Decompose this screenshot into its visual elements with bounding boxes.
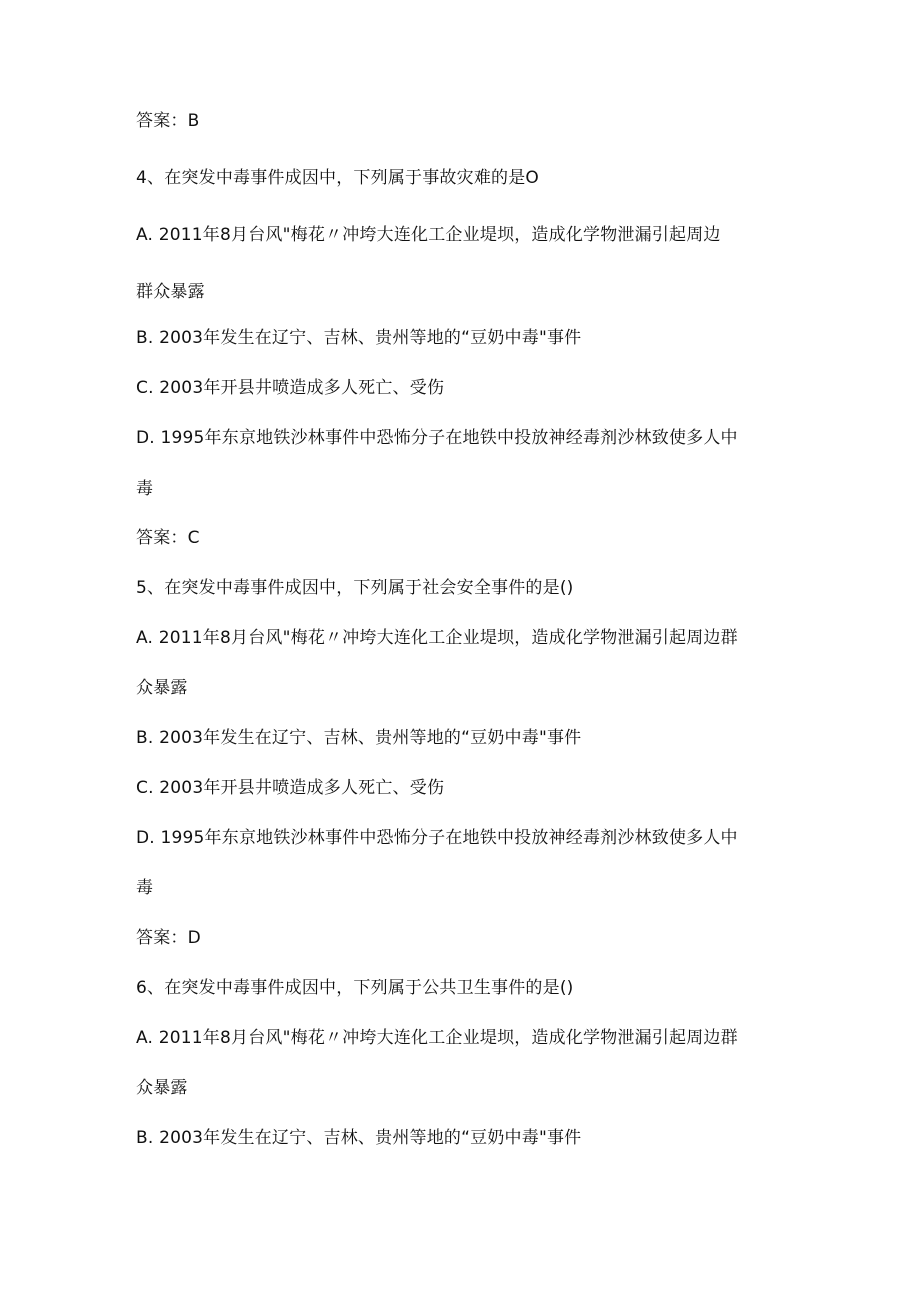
q5-option-a-cont: 众暴露 [136, 678, 188, 698]
q4-option-d-cont: 毒 [136, 479, 154, 499]
question-5: 5、在突发中毒事件成因中，下列属于社会安全事件的是() [136, 578, 574, 598]
q6-option-a-cont: 众暴露 [136, 1078, 188, 1098]
q4-option-c: C. 2003年开县井喷造成多人死亡、受伤 [136, 378, 445, 398]
q5-option-c: C. 2003年开县井喷造成多人死亡、受伤 [136, 778, 445, 798]
q4-option-a: A. 2011年8月台风"梅花〃冲垮大连化工企业堤坝，造成化学物泄漏引起周边 [136, 225, 721, 245]
answer-3: 答案：B [136, 111, 200, 131]
answer-4: 答案：C [136, 528, 200, 548]
q5-option-a: A. 2011年8月台风"梅花〃冲垮大连化工企业堤坝，造成化学物泄漏引起周边群 [136, 628, 738, 648]
q5-option-d: D. 1995年东京地铁沙林事件中恐怖分子在地铁中投放神经毒剂沙林致使多人中 [136, 828, 738, 848]
q4-option-a-cont: 群众暴露 [136, 282, 205, 302]
question-4: 4、在突发中毒事件成因中，下列属于事故灾难的是O [136, 168, 539, 188]
question-6: 6、在突发中毒事件成因中，下列属于公共卫生事件的是() [136, 978, 574, 998]
q4-option-b: B. 2003年发生在辽宁、吉林、贵州等地的“豆奶中毒"事件 [136, 328, 582, 348]
q4-option-d: D. 1995年东京地铁沙林事件中恐怖分子在地铁中投放神经毒剂沙林致使多人中 [136, 428, 738, 448]
q5-option-b: B. 2003年发生在辽宁、吉林、贵州等地的“豆奶中毒"事件 [136, 728, 582, 748]
answer-5: 答案：D [136, 928, 201, 948]
q6-option-a: A. 2011年8月台风"梅花〃冲垮大连化工企业堤坝，造成化学物泄漏引起周边群 [136, 1028, 738, 1048]
q6-option-b: B. 2003年发生在辽宁、吉林、贵州等地的“豆奶中毒"事件 [136, 1128, 582, 1148]
q5-option-d-cont: 毒 [136, 878, 154, 898]
